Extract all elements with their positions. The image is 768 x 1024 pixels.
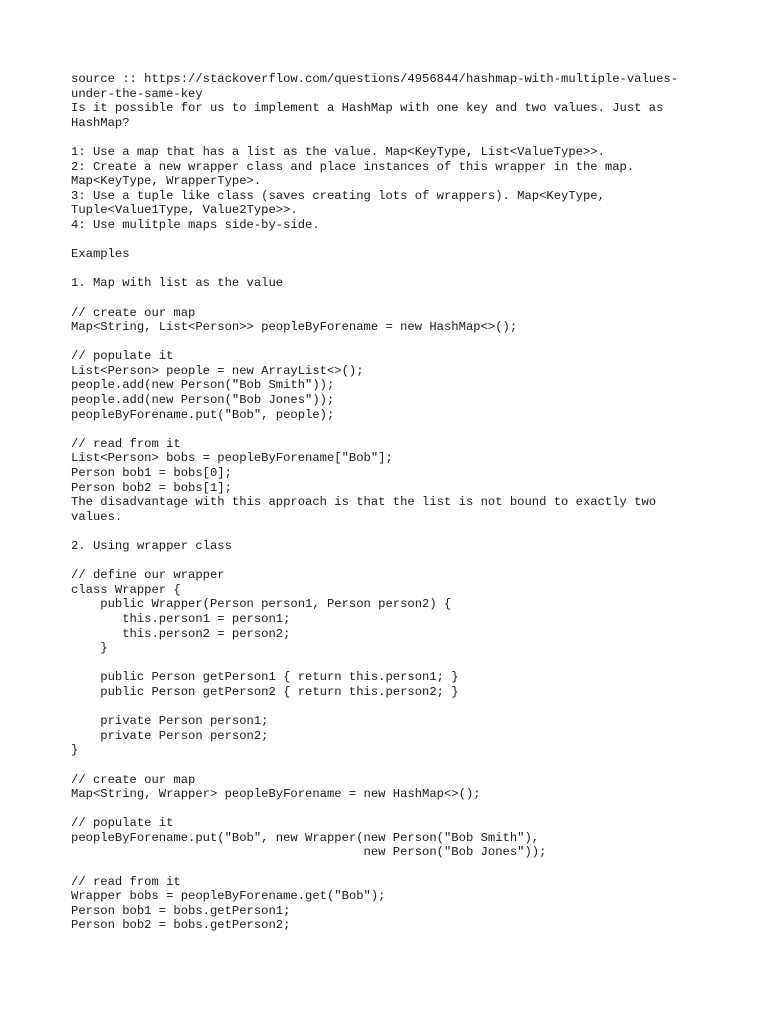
text-line: public Wrapper(Person person1, Person person2) {	[71, 597, 452, 612]
text-line: this.person1 = person1;	[71, 611, 291, 626]
text-line: // read from it	[71, 436, 181, 451]
blank-line	[71, 860, 711, 875]
text-line: Is it possible for us to implement a HashMap with one key and two values. Just as	[71, 101, 664, 116]
blank-line	[71, 656, 711, 671]
text-line: // create our map	[71, 305, 196, 320]
blank-line	[71, 554, 711, 569]
text-line: Map<KeyType, WrapperType>.	[71, 174, 262, 189]
text-line: people.add(new Person("Bob Jones"));	[71, 393, 335, 408]
text-line: this.person2 = person2;	[71, 626, 291, 641]
text-line: Person bob2 = bobs.getPerson2;	[71, 918, 291, 933]
text-line: Person bob1 = bobs[0];	[71, 466, 232, 481]
text-line: Tuple<Value1Type, Value2Type>>.	[71, 203, 298, 218]
text-line: // populate it	[71, 816, 174, 831]
blank-line	[71, 758, 711, 773]
text-line: Map<String, List<Person>> peopleByForename = new HashMap<>();	[71, 320, 518, 335]
text-line: public Person getPerson2 { return this.person2; }	[71, 684, 459, 699]
blank-line	[71, 233, 711, 248]
text-line: Person bob2 = bobs[1];	[71, 480, 232, 495]
text-line: // populate it	[71, 349, 174, 364]
text-line: The disadvantage with this approach is that the list is not bound to exactly two	[71, 495, 657, 510]
blank-line	[71, 291, 711, 306]
blank-line	[71, 524, 711, 539]
document-page	[71, 72, 711, 933]
text-line: 1. Map with list as the value	[71, 276, 284, 291]
text-line: 4: Use mulitple maps side-by-side.	[71, 217, 320, 232]
blank-line	[71, 422, 711, 437]
text-line: people.add(new Person("Bob Smith"));	[71, 378, 335, 393]
text-line: new Person("Bob Jones"));	[71, 845, 547, 860]
text-line: source :: https://stackoverflow.com/questions/4956844/hashmap-with-multiple-values-	[71, 72, 679, 86]
text-line: 2: Create a new wrapper class and place instances of this wrapper in the map.	[71, 159, 635, 174]
text-line: peopleByForename.put("Bob", new Wrapper(new Person("Bob Smith"),	[71, 830, 540, 845]
text-line: // read from it	[71, 874, 181, 889]
text-line: class Wrapper {	[71, 582, 181, 597]
text-line: 3: Use a tuple like class (saves creating lots of wrappers). Map<KeyType,	[71, 188, 605, 203]
text-line: 2. Using wrapper class	[71, 539, 232, 553]
text-line: // create our map	[71, 772, 196, 787]
text-line: private Person person1;	[71, 714, 269, 729]
text-line: private Person person2;	[71, 728, 269, 743]
text-line: under-the-same-key	[71, 86, 203, 101]
text-line: }	[71, 641, 108, 656]
text-line: public Person getPerson1 { return this.person1; }	[71, 670, 459, 685]
text-line: Map<String, Wrapper> peopleByForename = new HashMap<>();	[71, 787, 481, 802]
text-line: values.	[71, 509, 123, 524]
blank-line	[71, 335, 711, 350]
text-line: // define our wrapper	[71, 568, 225, 583]
blank-line	[71, 802, 711, 817]
text-line: peopleByForename.put("Bob", people);	[71, 407, 335, 422]
text-line: List<Person> people = new ArrayList<>();	[71, 363, 364, 378]
text-line: Wrapper bobs = peopleByForename.get("Bob");	[71, 889, 386, 904]
text-line: Examples	[71, 247, 130, 262]
blank-line	[71, 130, 711, 145]
text-line: }	[71, 743, 79, 758]
text-line: Person bob1 = bobs.getPerson1;	[71, 903, 291, 918]
blank-line	[71, 700, 711, 715]
text-line: HashMap?	[71, 115, 130, 130]
text-line: List<Person> bobs = peopleByForename["Bob"];	[71, 451, 393, 466]
blank-line	[71, 262, 711, 277]
text-line: 1: Use a map that has a list as the value. Map<KeyType, List<ValueType>>.	[71, 144, 605, 159]
